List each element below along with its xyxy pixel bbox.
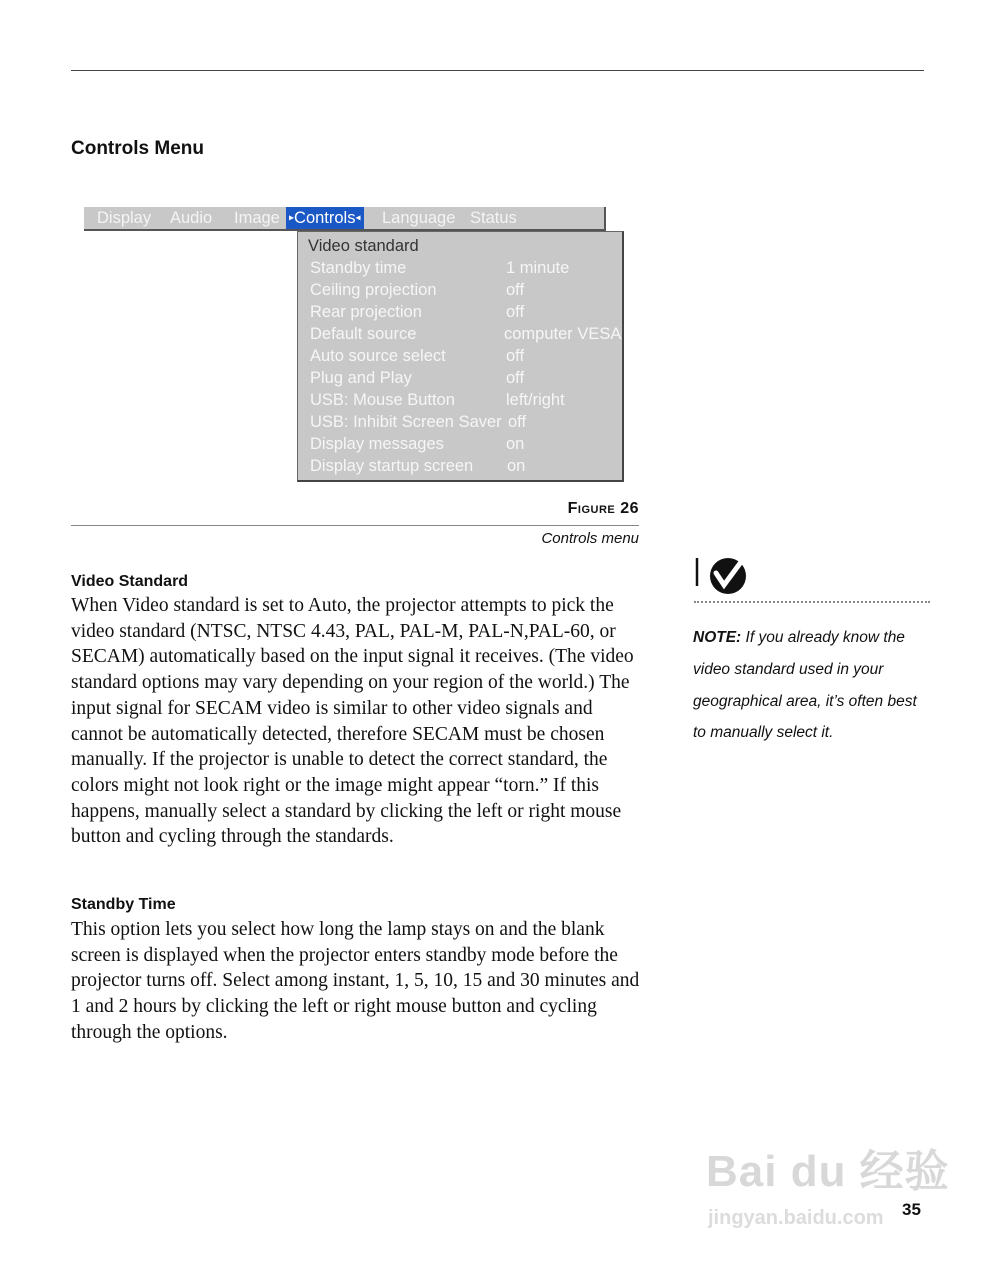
menu-item-default-source[interactable] (310, 323, 620, 345)
menu-item-label: Ceiling projection (310, 281, 437, 299)
standby-time-heading: Standby Time (71, 896, 176, 913)
menu-item-value: off (508, 413, 527, 431)
tab-status[interactable]: Status (470, 209, 517, 227)
note-text (693, 622, 925, 749)
page-number: 35 (902, 1200, 921, 1219)
menu-item-label: Plug and Play (310, 369, 412, 387)
menu-item-display-startup-screen[interactable] (310, 455, 620, 477)
menu-item-usb-mouse-button[interactable] (310, 389, 620, 411)
menu-item-value: on (507, 457, 526, 475)
menu-item-value: off (506, 281, 525, 299)
right-arrow-icon: ▸ (289, 212, 295, 224)
note-body: If you already know the video standard used in your geographical area, it’s often best to manually select it. (693, 629, 917, 742)
left-arrow-icon: ◂ (355, 212, 361, 224)
video-standard-body: When Video standard is set to Auto, the projector attempts to pick the video standard (NTSC, NTSC 4.43, PAL, PAL-M, PAL-N,PAL-60, or SECAM) automatically based on the input signal it receives. (The video standard options may vary depending on your region of the world.) The input signal for SECAM video is similar to other video signals and cannot be automatically detected, therefore SECAM must be chosen manually. If the projector is unable to detect the correct standard, the colors might not look right or the image might appear “torn.” If this happens, manually select a standard by clicking the left or right mouse button and cycling through the standards. (71, 595, 634, 848)
video-standard-heading: Video Standard (71, 573, 189, 590)
menu-item-plug-and-play[interactable] (310, 367, 620, 389)
menu-item-auto-source-select[interactable] (310, 345, 620, 367)
menu-item-usb-inhibit-screen-saver[interactable] (310, 411, 620, 433)
menu-item-video-standard[interactable] (310, 235, 620, 257)
tab-audio[interactable]: Audio (170, 209, 213, 227)
watermark-logo: Bai du 经验 (706, 1147, 950, 1196)
tab-image[interactable]: Image (234, 209, 280, 227)
menu-item-display-messages[interactable] (310, 433, 620, 455)
menu-item-value: on (506, 435, 525, 453)
note-label: NOTE: (693, 629, 742, 646)
menu-item-label: Default source (310, 325, 417, 343)
menu-bar (84, 207, 606, 231)
menu-item-label: USB: Mouse Button (310, 391, 455, 409)
watermark-url: jingyan.baidu.com (708, 1207, 884, 1229)
menu-item-label: Display messages (310, 435, 444, 453)
menu-item-label: Rear projection (310, 303, 422, 321)
menu-item-value: off (506, 347, 525, 365)
menu-item-ceiling-projection[interactable] (310, 279, 620, 301)
menu-item-value: 1 minute (506, 259, 570, 277)
menu-item-value: computer VESA (504, 325, 622, 343)
tab-controls-label: Controls (294, 209, 356, 227)
section-title: Controls Menu (71, 138, 204, 159)
menu-item-label: Standby time (310, 259, 407, 277)
tab-display[interactable]: Display (97, 209, 152, 227)
menu-item-rear-projection[interactable] (310, 301, 620, 323)
note-divider (694, 601, 930, 603)
menu-item-label: USB: Inhibit Screen Saver (310, 413, 502, 431)
figure-caption: Controls menu (541, 530, 639, 547)
menu-item-value: off (506, 303, 525, 321)
tab-controls[interactable] (286, 207, 364, 229)
menu-item-value: off (506, 369, 525, 387)
menu-item-label: Auto source select (310, 347, 446, 365)
figure-number: Figure 26 (567, 500, 639, 517)
header-rule (71, 70, 924, 71)
tab-language[interactable]: Language (382, 209, 456, 227)
note-icon (694, 556, 750, 596)
menu-item-label: Display startup screen (310, 457, 474, 475)
figure-rule (71, 525, 639, 526)
controls-dropdown (297, 231, 624, 482)
standby-time-body: This option lets you select how long the lamp stays on and the blank screen is displayed when the projector enters standby mode before the projector turns off. Select among instant, 1, 5, 10, 15 and 30 minutes and 1 and 2 hours by clicking the left or right mouse button and cycling through the options. (71, 919, 640, 1043)
menu-item-standby-time[interactable] (310, 257, 620, 279)
menu-item-label: Video standard (308, 237, 419, 255)
menu-item-value: left/right (506, 391, 565, 409)
